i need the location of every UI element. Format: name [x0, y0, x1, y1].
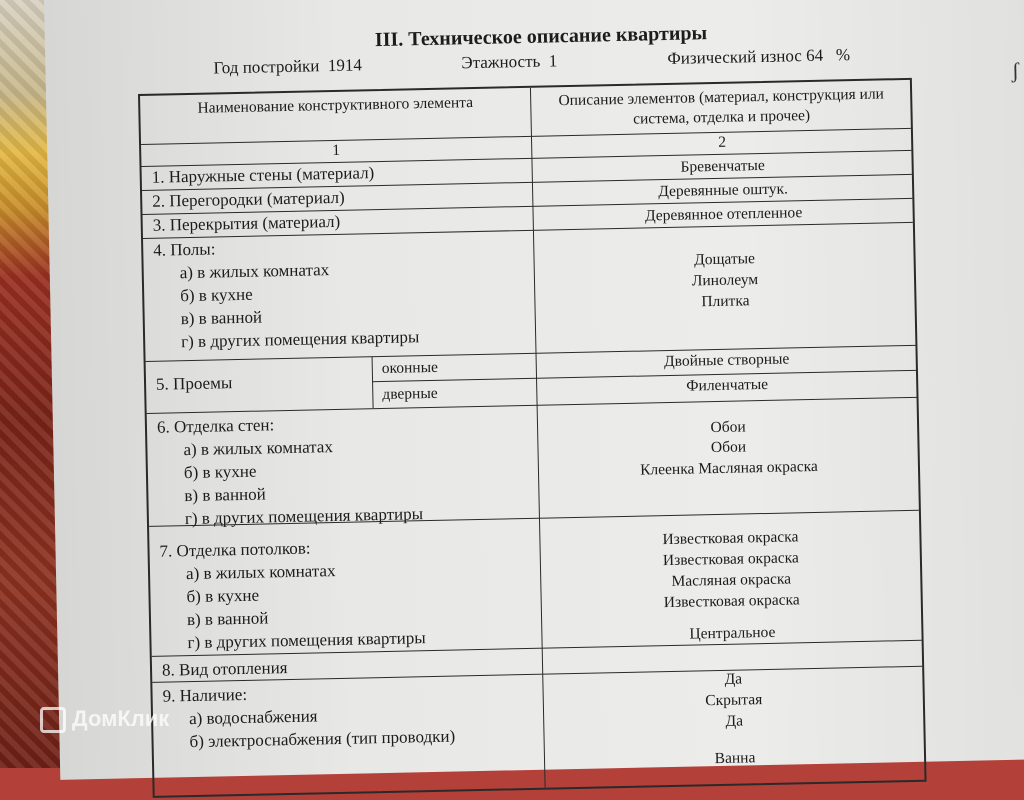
header-col-num-2: 2 [718, 133, 727, 151]
row-openings-label: 5. Проемы [155, 373, 233, 394]
ceilings-sub-c: в) в ванной [186, 608, 269, 630]
walls-value-c: Клеенка Масляная окраска [639, 457, 818, 479]
ceilings-sub-b: б) в кухне [186, 585, 260, 607]
house-icon [40, 707, 66, 733]
row-floors-label: 4. Полы: [153, 239, 216, 260]
row-partitions-value: Деревянные оштук. [658, 180, 789, 201]
row-partitions-label: 2. Перегородки (материал) [152, 187, 345, 211]
row-wall-finish-label: 6. Отделка стен: [156, 415, 275, 437]
floors-value-a: Дощатые [694, 250, 756, 269]
ceilings-value-b: Известковая окраска [662, 549, 799, 570]
availability-value-d: Ванна [714, 749, 756, 768]
floors: Этажность 1 [461, 51, 558, 73]
ceilings-value-a: Известковая окраска [662, 528, 799, 549]
row-outer-walls-value: Бревенчатые [680, 156, 765, 176]
row-ceilings-value: Деревянное отепленное [644, 204, 803, 225]
document-page [44, 0, 1024, 780]
physical-wear: Физический износ 64 % [667, 45, 851, 68]
availability-value-c: Да [725, 712, 744, 730]
ceilings-sub-a: а) в жилых комнатах [185, 561, 336, 584]
row-outer-walls-label: 1. Наружные стены (материал) [151, 163, 375, 187]
header-element-name: Наименование конструктивного элемента [197, 94, 474, 117]
ceilings-value-c: Масляная окраска [671, 570, 792, 590]
floors-value-c: Плитка [701, 292, 750, 311]
walls-sub-a: а) в жилых комнатах [183, 437, 334, 460]
walls-sub-b: б) в кухне [183, 461, 257, 483]
availability-value-b: Скрытая [705, 691, 763, 710]
heating-value: Центральное [689, 623, 776, 643]
row-ceiling-finish-label: 7. Отделка потолков: [159, 538, 311, 561]
openings-window-label: оконные [381, 358, 439, 378]
availability-sub-a: а) водоснабжения [188, 706, 318, 729]
walls-sub-d: г) в других помещения квартиры [184, 504, 424, 529]
openings-door-value: Филенчатые [686, 375, 769, 395]
technical-description-table [138, 78, 927, 798]
availability-value-a: Да [724, 670, 743, 688]
header-element-description: Описание элементов (материал, конструкция или система, отделка и прочее) [558, 85, 885, 128]
walls-value-a: Обои [710, 418, 746, 437]
ceilings-value-d: Известковая окраска [663, 591, 800, 612]
openings-door-label: дверные [382, 384, 438, 403]
walls-sub-c: в) в ванной [184, 484, 266, 506]
row-ceilings-label: 3. Перекрытия (материал) [152, 211, 341, 235]
floors-sub-a: а) в жилых комнатах [179, 260, 330, 283]
row-heating-label: 8. Вид отопления [161, 658, 288, 680]
floors-sub-b: б) в кухне [180, 284, 253, 306]
ceilings-sub-d: г) в других помещения квартиры [187, 628, 426, 653]
availability-sub-b: б) электроснабжения (тип проводки) [189, 726, 456, 752]
section-title: III. Техническое описание квартиры [374, 22, 708, 52]
openings-window-value: Двойные створные [663, 350, 790, 371]
build-year: Год постройки 1914 [213, 55, 363, 78]
floors-value-b: Линолеум [691, 271, 759, 290]
domclick-watermark: ДомКлик [40, 706, 169, 733]
header-col-num-1: 1 [332, 141, 341, 159]
walls-value-b: Обои [710, 438, 747, 457]
floors-sub-c: в) в ванной [180, 307, 263, 329]
row-availability-label: 9. Наличие: [162, 684, 248, 706]
floors-sub-d: г) в других помещения квартиры [180, 327, 420, 352]
handwritten-mark: ʃ [1011, 57, 1020, 83]
